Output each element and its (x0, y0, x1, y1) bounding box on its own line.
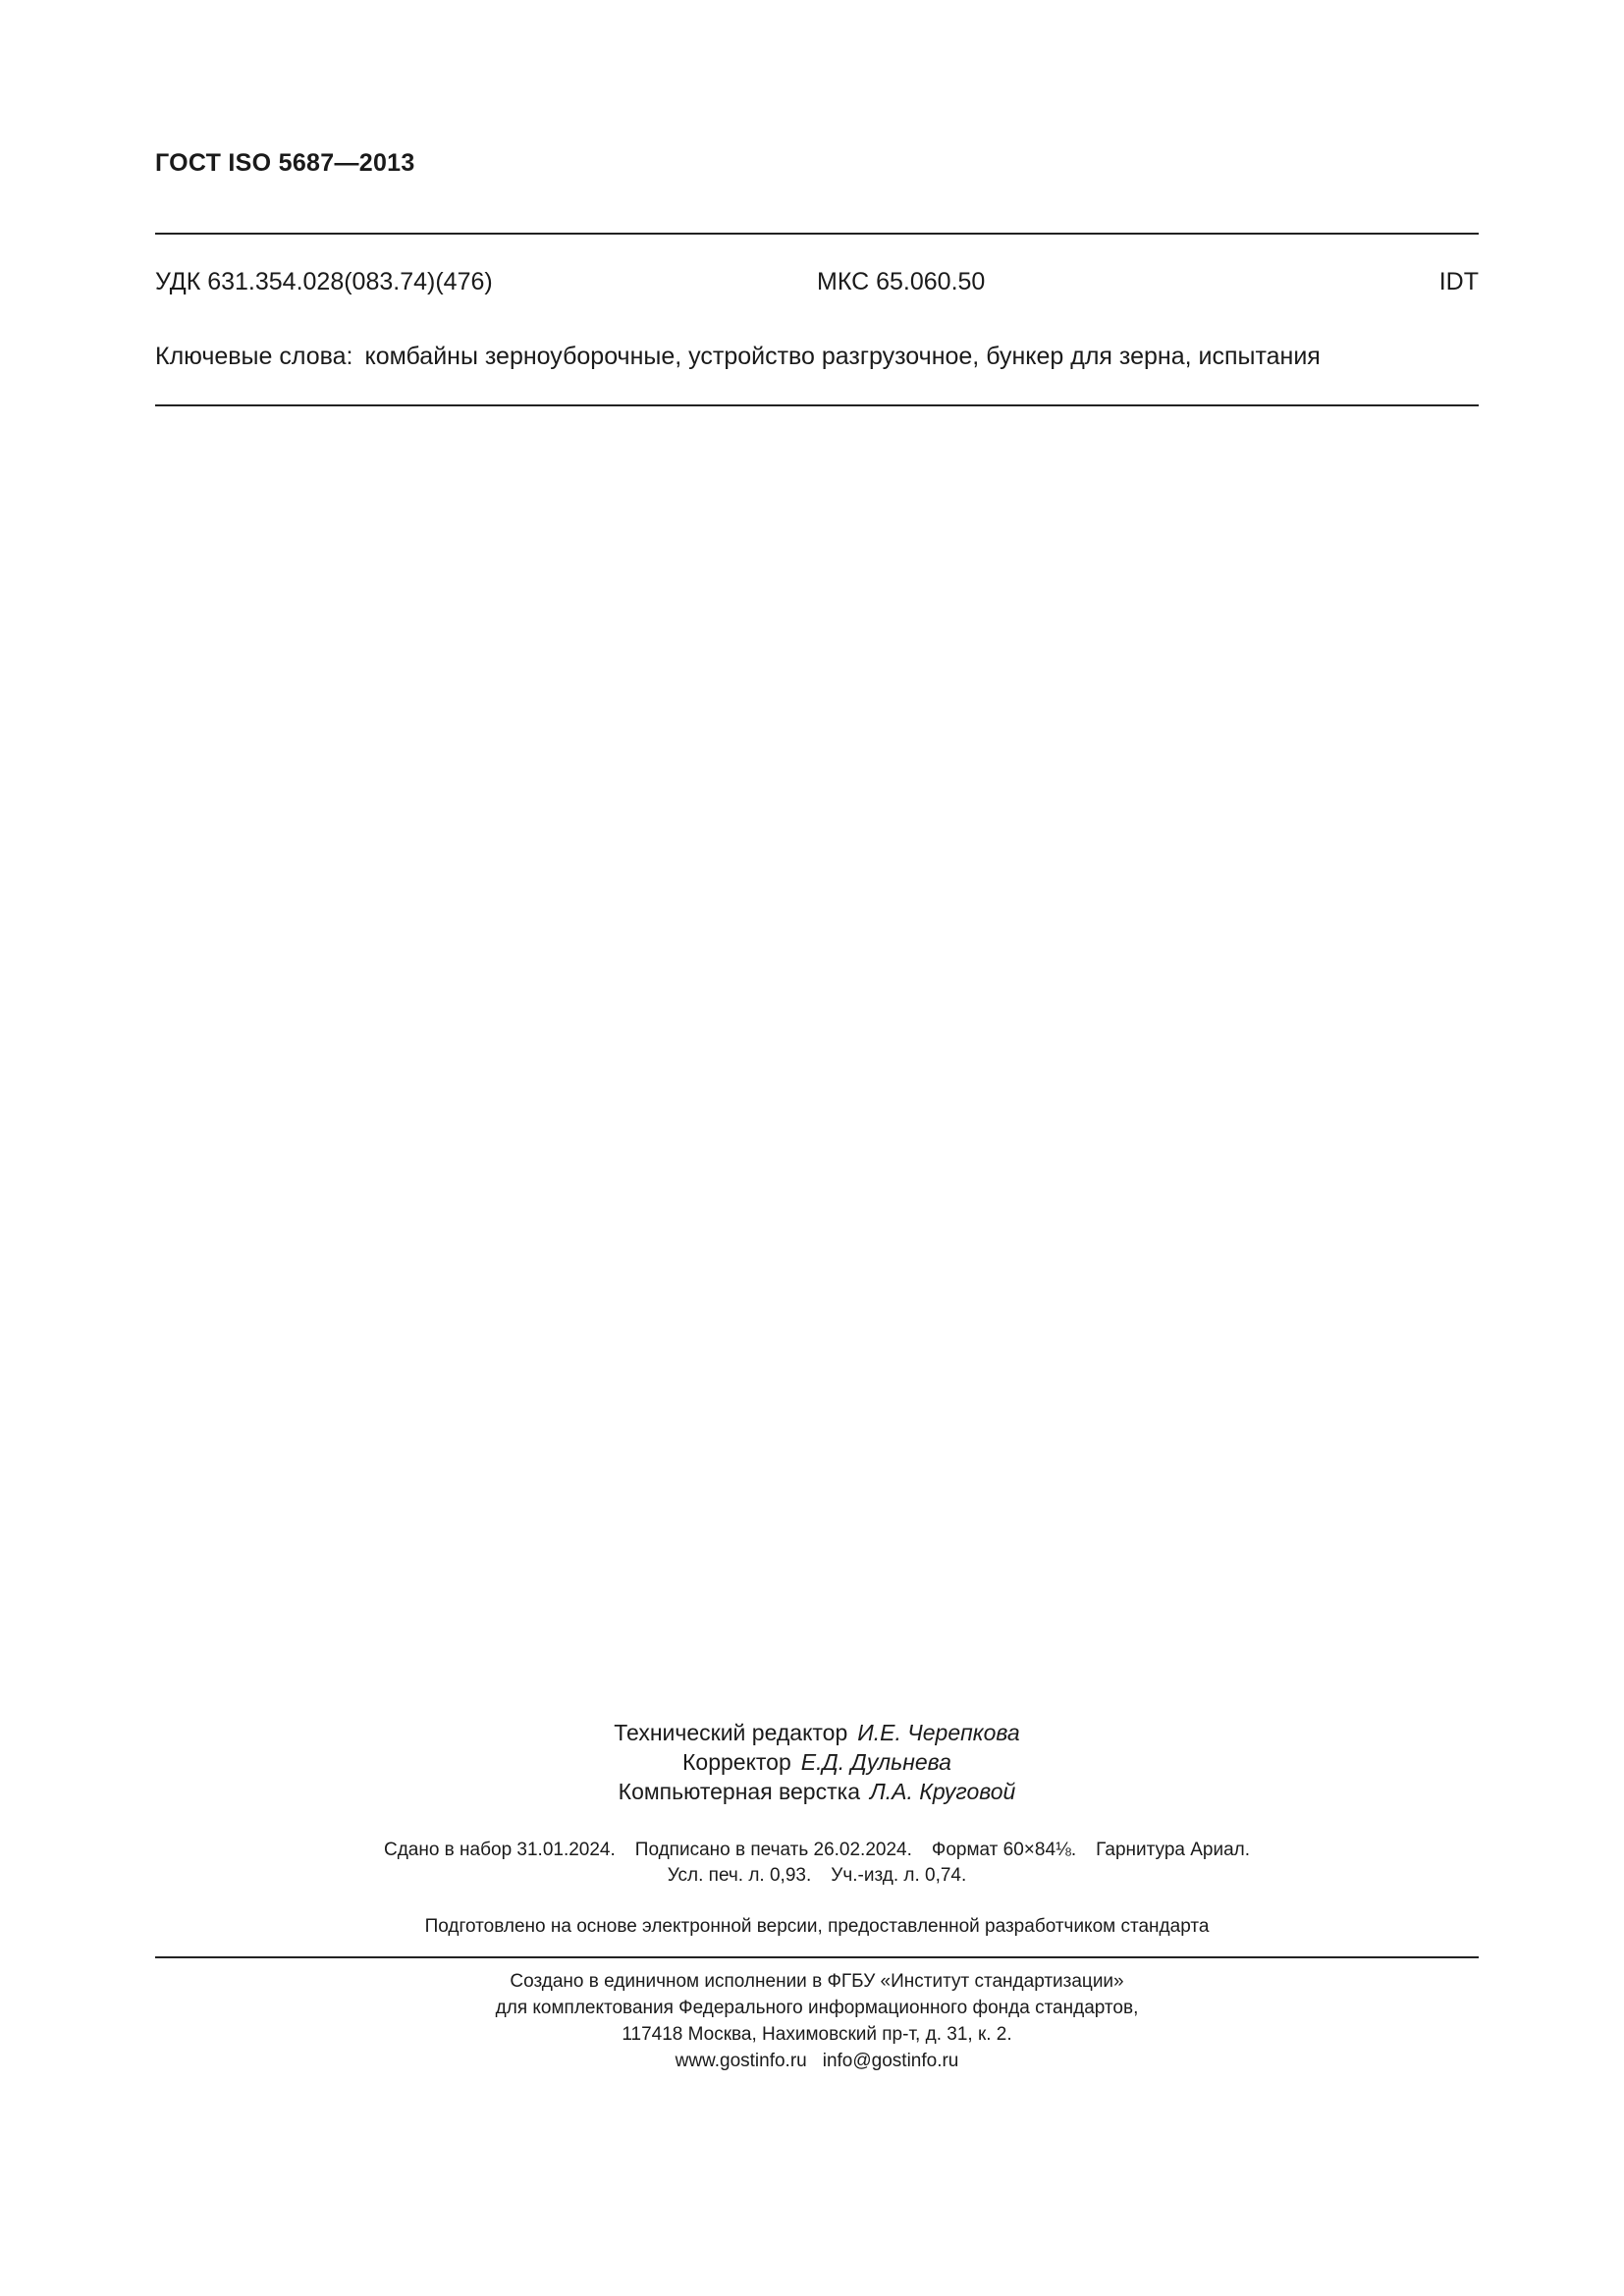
bottom-divider (155, 1956, 1479, 1958)
layout-name: Л.А. Круговой (870, 1779, 1016, 1804)
publisher-footer (155, 1968, 1479, 2074)
print-info-line-2 (155, 1863, 1479, 1889)
document-code: ГОСТ ISO 5687—2013 (155, 149, 415, 177)
footer-address: 117418 Москва, Нахимовский пр-т, д. 31, к. 2. (622, 2024, 1012, 2045)
website-link[interactable]: www.gostinfo.ru (675, 2051, 807, 2071)
print-info-line-1 (155, 1838, 1479, 1863)
tech-editor-line (155, 1718, 1479, 1747)
middle-divider (155, 404, 1479, 406)
footer-line-1: Создано в единичном исполнении в ФГБУ «Институт стандартизации» (510, 1971, 1124, 1992)
publishing-sheets: Уч.-изд. л. 0,74. (831, 1865, 967, 1886)
tech-editor-name: И.Е. Черепкова (857, 1720, 1020, 1745)
idt-marker: IDT (1438, 268, 1479, 295)
top-divider (155, 233, 1479, 235)
mks-code: МКС 65.060.50 (817, 268, 986, 295)
udk-code: УДК 631.354.028(083.74)(476) (155, 268, 493, 295)
print-sheets: Усл. печ. л. 0,93. (667, 1865, 812, 1886)
email-link[interactable]: info@gostinfo.ru (822, 2051, 959, 2071)
prepared-note: Подготовлено на основе электронной версии, предоставленной разработчиком стандарта (424, 1916, 1210, 1937)
keywords-line (155, 343, 1321, 371)
signed-date: Подписано в печать 26.02.2024. (634, 1840, 912, 1860)
corrector-name: Е.Д. Дульнева (800, 1749, 951, 1775)
keywords-label: Ключевые слова: (155, 343, 353, 370)
paper-format: Формат 60×84⅛. (931, 1840, 1077, 1860)
print-info-block (155, 1838, 1479, 1889)
corrector-label: Корректор (682, 1749, 791, 1775)
credits-block (155, 1718, 1479, 1806)
footer-line-2: для комплектования Федерального информационного фонда стандартов, (495, 1998, 1139, 2018)
footer-contacts (155, 2048, 1479, 2074)
typeface: Гарнитура Ариал. (1096, 1840, 1251, 1860)
layout-line (155, 1777, 1479, 1806)
tech-editor-label: Технический редактор (614, 1720, 848, 1745)
classification-row (155, 268, 1479, 299)
corrector-line (155, 1747, 1479, 1777)
keywords-value: комбайны зерноуборочные, устройство разгрузочное, бункер для зерна, испытания (364, 343, 1321, 370)
layout-label: Компьютерная верстка (618, 1779, 860, 1804)
submitted-date: Сдано в набор 31.01.2024. (383, 1840, 616, 1860)
